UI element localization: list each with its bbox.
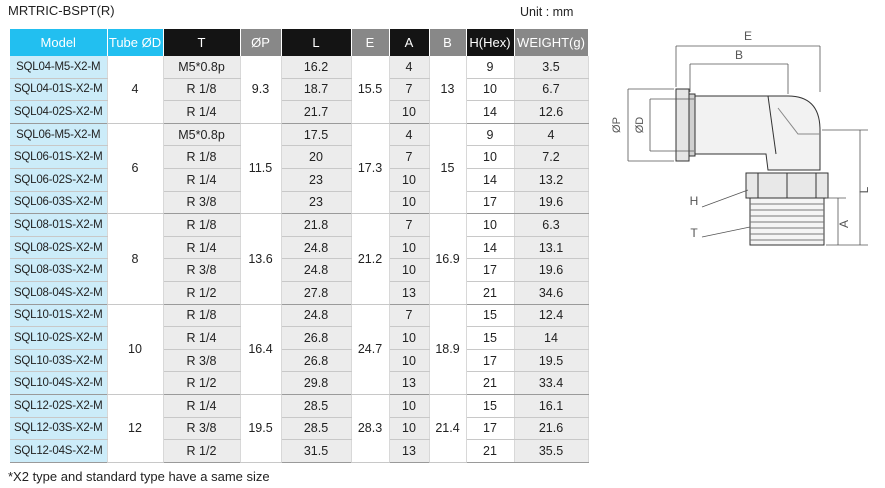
cell-w: 3.5 [514,56,588,78]
table-row [10,78,588,101]
table-row [10,372,588,395]
cell-w: 33.4 [514,372,588,395]
cell-a: 13 [389,440,429,463]
cell-p: 16.4 [240,304,281,394]
cell-w: 6.3 [514,214,588,237]
cell-t: R 1/8 [163,214,240,237]
fitting-dimension-drawing [598,22,880,262]
cell-t: R 1/4 [163,394,240,417]
cell-e: 21.2 [351,214,389,304]
table-row [10,123,588,146]
cell-model: SQL06-01S-X2-M [10,146,107,169]
cell-model: SQL12-02S-X2-M [10,394,107,417]
collet-ring [676,89,689,161]
cell-model: SQL12-04S-X2-M [10,440,107,463]
cell-h: 15 [466,327,514,350]
dim-label-t: T [690,226,698,240]
cell-w: 7.2 [514,146,588,169]
table-row [10,304,588,327]
cell-w: 13.1 [514,236,588,259]
cell-a: 7 [389,146,429,169]
column-header-p: ØP [240,29,281,56]
cell-model: SQL12-03S-X2-M [10,417,107,440]
cell-model: SQL06-03S-X2-M [10,191,107,214]
dim-label-e: E [743,29,753,43]
unit-label: Unit : mm [520,5,574,19]
table-row [10,168,588,191]
cell-a: 13 [389,281,429,304]
cell-w: 6.7 [514,78,588,101]
cell-a: 13 [389,372,429,395]
cell-l: 29.8 [281,372,351,395]
cell-tube: 12 [107,394,163,462]
cell-h: 10 [466,78,514,101]
cell-t: R 1/8 [163,304,240,327]
cell-l: 21.7 [281,101,351,124]
cell-l: 28.5 [281,417,351,440]
cell-w: 21.6 [514,417,588,440]
cell-a: 10 [389,394,429,417]
cell-e: 24.7 [351,304,389,394]
cell-l: 21.8 [281,214,351,237]
cell-t: R 1/2 [163,440,240,463]
cell-h: 17 [466,191,514,214]
cell-l: 18.7 [281,78,351,101]
cell-t: R 1/4 [163,327,240,350]
cell-w: 34.6 [514,281,588,304]
table-row [10,101,588,124]
dim-label-h: H [689,194,699,208]
cell-model: SQL04-02S-X2-M [10,101,107,124]
cell-w: 35.5 [514,440,588,463]
cell-t: R 1/4 [163,168,240,191]
cell-a: 10 [389,327,429,350]
table-row [10,394,588,417]
cell-w: 14 [514,327,588,350]
cell-l: 16.2 [281,56,351,78]
cell-tube: 8 [107,214,163,304]
cell-a: 10 [389,259,429,282]
table-row [10,56,588,78]
dim-label-b: B [734,48,744,62]
cell-w: 19.6 [514,191,588,214]
cell-w: 19.5 [514,349,588,372]
cell-tube: 4 [107,56,163,123]
column-header-h: H(Hex) [466,29,514,56]
cell-a: 10 [389,168,429,191]
table-row [10,281,588,304]
cell-model: SQL06-02S-X2-M [10,168,107,191]
cell-t: R 1/8 [163,78,240,101]
cell-l: 27.8 [281,281,351,304]
cell-model: SQL10-04S-X2-M [10,372,107,395]
dim-label-a: A [837,219,851,229]
cell-model: SQL10-01S-X2-M [10,304,107,327]
cell-h: 10 [466,214,514,237]
cell-model: SQL04-M5-X2-M [10,56,107,78]
cell-b: 16.9 [429,214,466,304]
cell-h: 17 [466,349,514,372]
cell-a: 4 [389,123,429,146]
cell-t: R 1/2 [163,372,240,395]
cell-t: R 3/8 [163,191,240,214]
cell-h: 14 [466,168,514,191]
cell-a: 7 [389,304,429,327]
cell-h: 17 [466,259,514,282]
cell-b: 13 [429,56,466,123]
cell-tube: 10 [107,304,163,394]
cell-h: 17 [466,417,514,440]
cell-l: 24.8 [281,236,351,259]
cell-model: SQL08-01S-X2-M [10,214,107,237]
cell-e: 17.3 [351,123,389,213]
table-row [10,417,588,440]
cell-l: 28.5 [281,394,351,417]
cell-e: 15.5 [351,56,389,123]
cell-a: 7 [389,78,429,101]
table-row [10,236,588,259]
cell-model: SQL10-02S-X2-M [10,327,107,350]
cell-model: SQL08-03S-X2-M [10,259,107,282]
cell-t: M5*0.8p [163,123,240,146]
cell-w: 12.6 [514,101,588,124]
cell-a: 4 [389,56,429,78]
cell-a: 10 [389,191,429,214]
cell-l: 26.8 [281,349,351,372]
cell-b: 15 [429,123,466,213]
cell-t: R 1/4 [163,101,240,124]
cell-model: SQL08-04S-X2-M [10,281,107,304]
cell-model: SQL08-02S-X2-M [10,236,107,259]
cell-h: 9 [466,123,514,146]
cell-p: 13.6 [240,214,281,304]
cell-w: 12.4 [514,304,588,327]
cell-p: 9.3 [240,56,281,123]
cell-h: 21 [466,440,514,463]
cell-l: 31.5 [281,440,351,463]
column-header-model: Model [10,29,107,56]
page-title: MRTRIC-BSPT(R) [8,3,115,18]
column-header-tube: Tube ØD [107,29,163,56]
cell-l: 24.8 [281,304,351,327]
footnote: *X2 type and standard type have a same size [8,469,270,484]
cell-h: 15 [466,304,514,327]
cell-a: 10 [389,349,429,372]
dim-label-l: L [857,186,871,194]
cell-p: 11.5 [240,123,281,213]
cell-model: SQL06-M5-X2-M [10,123,107,146]
cell-b: 18.9 [429,304,466,394]
cell-w: 16.1 [514,394,588,417]
cell-l: 23 [281,191,351,214]
table-row [10,214,588,237]
cell-t: R 3/8 [163,259,240,282]
table-row [10,259,588,282]
column-header-l: L [281,29,351,56]
cell-h: 21 [466,281,514,304]
cell-w: 19.6 [514,259,588,282]
cell-e: 28.3 [351,394,389,462]
cell-h: 14 [466,101,514,124]
cell-l: 17.5 [281,123,351,146]
cell-t: R 1/8 [163,146,240,169]
cell-t: R 3/8 [163,417,240,440]
column-header-w: WEIGHT(g) [514,29,588,56]
cell-model: SQL10-03S-X2-M [10,349,107,372]
cell-t: R 1/2 [163,281,240,304]
cell-h: 15 [466,394,514,417]
dim-label-p: ØP [611,117,623,133]
cell-t: R 3/8 [163,349,240,372]
cell-l: 23 [281,168,351,191]
cell-l: 26.8 [281,327,351,350]
cell-a: 10 [389,101,429,124]
table-row [10,146,588,169]
table-header-row [10,29,588,56]
elbow-body [695,96,820,170]
cell-a: 10 [389,417,429,440]
cell-model: SQL04-01S-X2-M [10,78,107,101]
cell-h: 9 [466,56,514,78]
cell-h: 14 [466,236,514,259]
cell-h: 10 [466,146,514,169]
cell-p: 19.5 [240,394,281,462]
table-row [10,349,588,372]
cell-w: 4 [514,123,588,146]
column-header-t: T [163,29,240,56]
table-row [10,440,588,463]
cell-t: M5*0.8p [163,56,240,78]
cell-t: R 1/4 [163,236,240,259]
cell-l: 24.8 [281,259,351,282]
cell-tube: 6 [107,123,163,213]
dim-label-d: ØD [634,116,646,134]
cell-a: 10 [389,236,429,259]
cell-w: 13.2 [514,168,588,191]
table-body [10,56,588,462]
cell-b: 21.4 [429,394,466,462]
column-header-e: E [351,29,389,56]
column-header-a: A [389,29,429,56]
cell-a: 7 [389,214,429,237]
cell-l: 20 [281,146,351,169]
table-row [10,327,588,350]
cell-h: 21 [466,372,514,395]
table-row [10,191,588,214]
spec-table [10,29,589,463]
column-header-b: B [429,29,466,56]
